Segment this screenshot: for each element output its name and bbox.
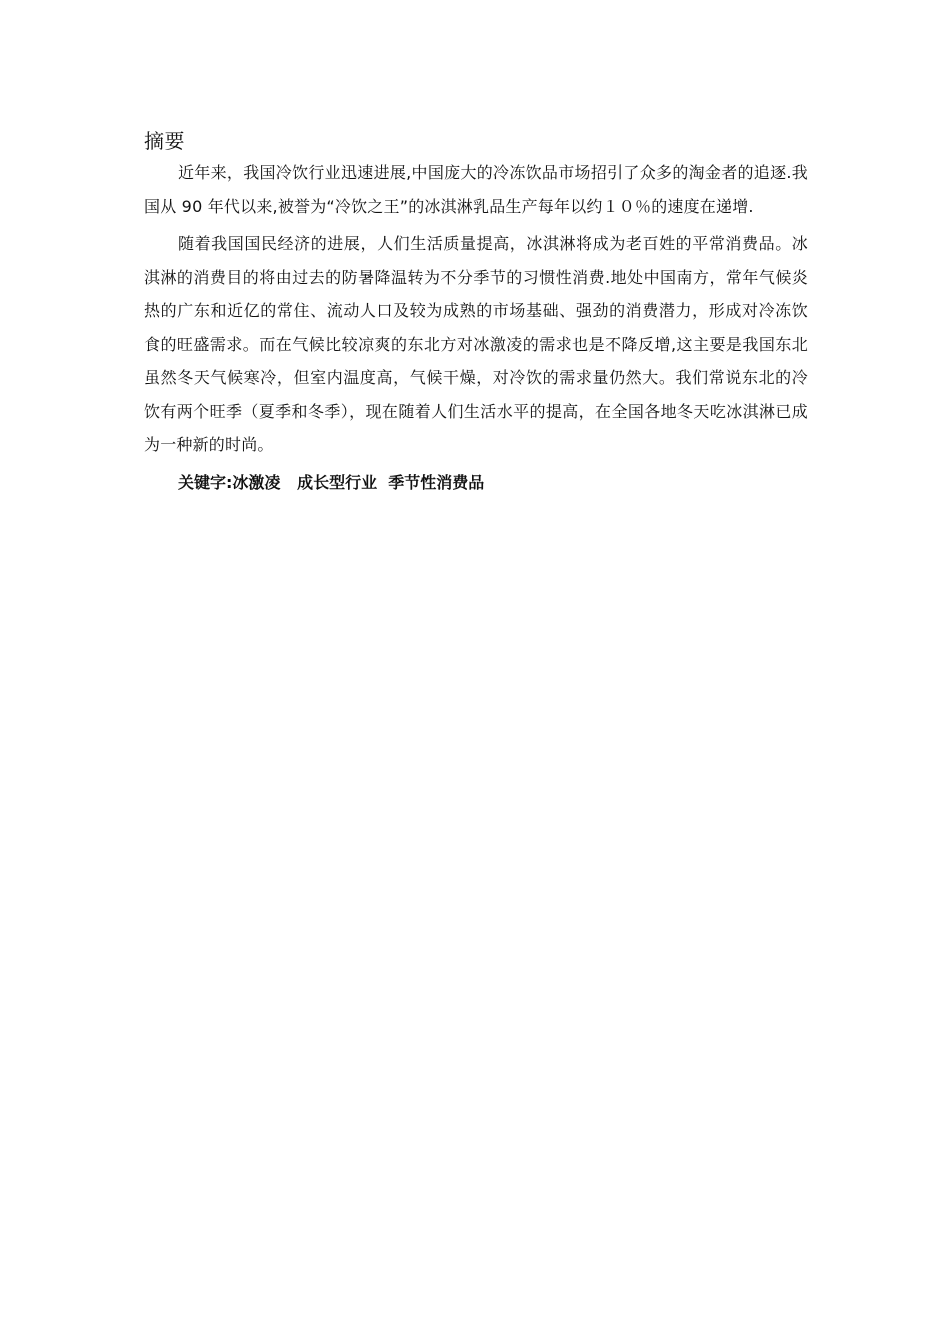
abstract-heading: 摘要 xyxy=(144,129,185,153)
abstract-section xyxy=(144,126,808,499)
keywords-line: 关键字:冰激凌 成长型行业 季节性消费品 xyxy=(178,472,485,492)
abstract-paragraph-1: 近年来，我国冷饮行业迅速进展,中国庞大的冷冻饮品市场招引了众多的淘金者的追逐.我国从 90 年代以来,被誉为“冷饮之王”的冰淇淋乳品生产每年以约１０％的速度在递增. xyxy=(144,163,808,216)
abstract-paragraph-2: 随着我国国民经济的进展，人们生活质量提高，冰淇淋将成为老百姓的平常消费品。冰淇淋的消费目的将由过去的防暑降温转为不分季节的习惯性消费.地处中国南方，常年气候炎热的广东和近亿的常住、流动人口及较为成熟的市场基础、强劲的消费潜力，形成对冷冻饮食的旺盛需求。而在气候比较凉爽的东北方对冰激凌的需求也是不降反增,这主要是我国东北虽然冬天气候寒冷，但室内温度高，气候干燥，对冷饮的需求量仍然大。我们常说东北的冷饮有两个旺季（夏季和冬季），现在随着人们生活水平的提高，在全国各地冬天吃冰淇淋已成为一种新的时尚。 xyxy=(144,234,808,454)
